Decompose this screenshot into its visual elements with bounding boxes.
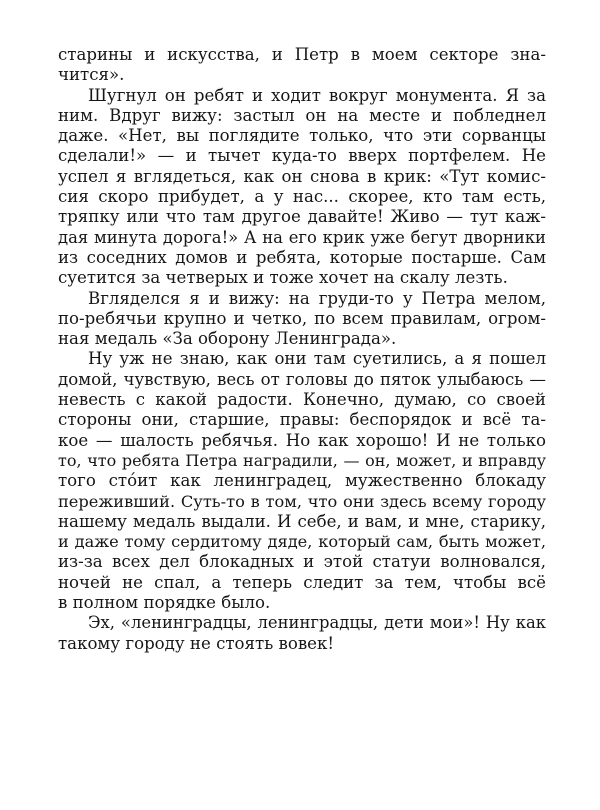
text-line: дая минута дорога!» А на его крик уже бегут дворники (58, 227, 546, 247)
text-line: и даже тому сердитому дяде, который сам, быть может, (58, 532, 546, 552)
text-line: даже. «Нет, вы поглядите только, что эти сорванцы (58, 126, 546, 146)
text-line: чится». (58, 65, 125, 85)
paragraph (58, 86, 546, 289)
text-line: то, что ребята Петра наградили, — он, может, и вправду (58, 450, 546, 470)
text-line: ночей не спал, а теперь следит за тем, чтобы всё (58, 572, 546, 592)
text-line: из-за всех дел блокадных и этой статуи волновался, (58, 552, 546, 572)
text-line: такому городу не стоять вовек! (58, 633, 335, 653)
text-line: того стóит как ленинградец, мужественно блокаду (58, 471, 546, 491)
text-line: старины и искусства, и Петр в моем секторе зна- (58, 45, 546, 64)
text-line: из соседних домов и ребята, которые постарше. Сам (58, 247, 546, 267)
text-line: Шугнул он ребят и ходит вокруг монумента. Я за (88, 85, 546, 105)
text-line: нашему медаль выдали. И себе, и вам, и мне, старику, (58, 511, 546, 531)
text-line: ная медаль «За оборону Ленинграда». (58, 329, 397, 349)
paragraph (58, 613, 546, 654)
text-line: в полном порядке было. (58, 593, 271, 613)
text-line: стороны они, старшие, правы: беспорядок и всё та- (58, 410, 546, 430)
text-line: Эх, «ленинградцы, ленинградцы, дети мои»! Ну как (88, 613, 546, 633)
text-line: Ну уж не знаю, как они там суетились, а я пошел (88, 349, 546, 369)
paragraph (58, 349, 546, 613)
text-line: кое — шалость ребячья. Но как хорошо! И не только (58, 430, 546, 450)
text-line: суетится за четверых и тоже хочет на скалу лезть. (58, 268, 508, 288)
book-page-text (58, 45, 546, 654)
paragraph (58, 45, 546, 86)
text-line: невесть с какой радости. Конечно, думаю, со своей (58, 390, 546, 410)
text-line: переживший. Суть-то в том, что они здесь всему городу (58, 491, 546, 511)
text-line: ним. Вдруг вижу: застыл он на месте и побледнел (58, 105, 546, 125)
text-line: сия скоро прибудет, а у нас... скорее, кто там есть, (58, 187, 546, 207)
text-line: Вгляделся я и вижу: на груди-то у Петра мелом, (88, 288, 546, 308)
text-line: успел я вглядеться, как он снова в крик: «Тут комис- (58, 166, 546, 186)
paragraph (58, 289, 546, 350)
text-line: сделали!» — и тычет куда-то вверх портфелем. Не (58, 146, 546, 166)
text-line: домой, чувствую, весь от головы до пяток улыбаюсь — (58, 369, 546, 389)
text-line: тряпку или что там другое давайте! Живо — тут каж- (58, 207, 546, 227)
text-line: по-ребячьи крупно и четко, по всем правилам, огром- (58, 308, 546, 328)
